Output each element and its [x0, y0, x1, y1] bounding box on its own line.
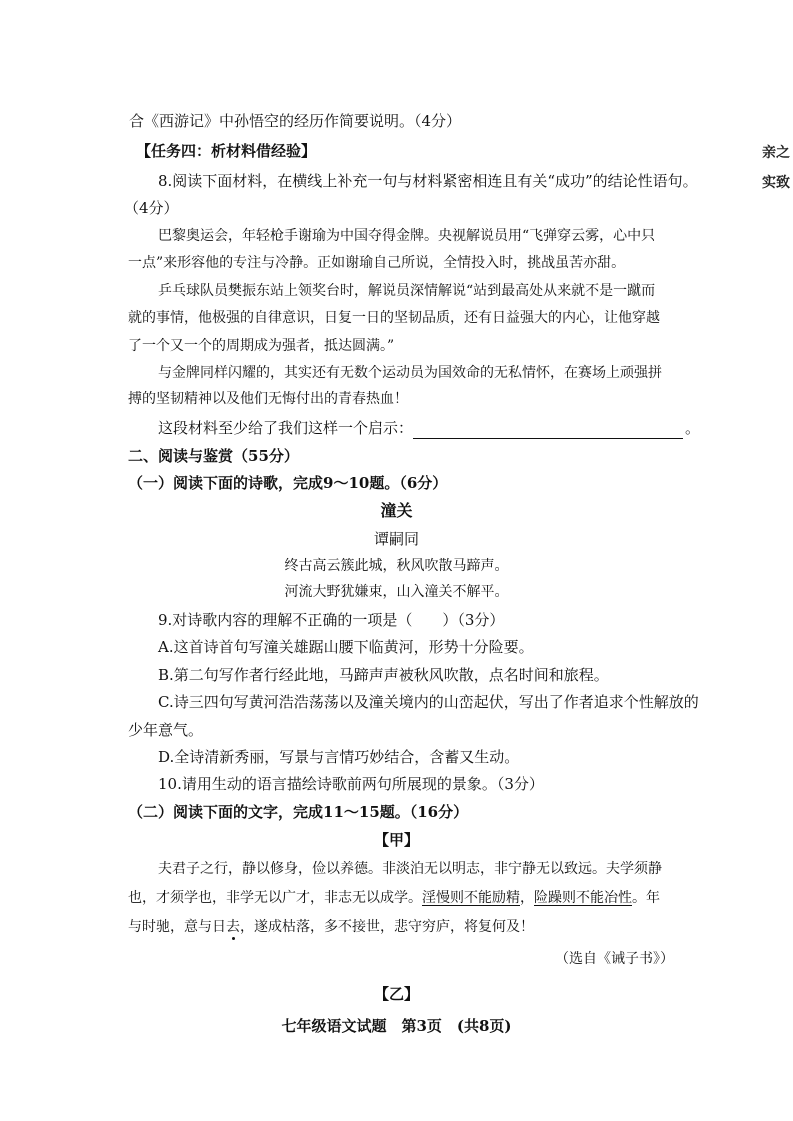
poem-title: 潼关: [380, 501, 413, 520]
yi-label: 【乙】: [373, 985, 419, 1003]
q8-stem-line1: 8.阅读下面材料，在横线上补充一句与材料紧密相连且有关“成功”的结论性语句。: [158, 172, 698, 190]
emphasis-dot-char: 去: [226, 919, 240, 935]
q8-material-line: 搏的坚韧精神以及他们无悔付出的青春热血！: [128, 391, 408, 407]
q10-stem: 10.请用生动的语言描绘诗歌前两句所展现的景象。（3分）: [158, 775, 544, 793]
poem-line: 河流大野犹嫌束，山入潼关不解平。: [284, 584, 509, 600]
q8-material-line: 巴黎奥运会，年轻枪手谢瑜为中国夺得金牌。央视解说员用“飞弹穿云雾，心中只: [158, 228, 656, 244]
q8-end-mark: 。: [685, 419, 701, 437]
q9-option-c: C.诗三四句写黄河浩浩荡荡以及潼关境内的山峦起伏，写出了作者追求个性解放的: [158, 693, 699, 711]
side-clipped-text-1: 亲之: [762, 145, 790, 161]
answer-blank[interactable]: [413, 424, 683, 439]
poem-author: 谭嗣同: [373, 530, 419, 548]
part2-heading: （二）阅读下面的文字，完成11～15题。（16分）: [128, 803, 469, 821]
q9-option-d: D.全诗清新秀丽，写景与言情巧妙结合，含蓄又生动。: [158, 748, 520, 766]
jia-label: 【甲】: [373, 831, 419, 849]
q8-answer-row: [158, 417, 700, 439]
part1-heading: （一）阅读下面的诗歌，完成9～10题。（6分）: [128, 474, 448, 492]
underlined-phrase: 险躁则不能冶性: [534, 890, 632, 906]
jia-text-line1: 夫君子之行，静以修身，俭以养德。非淡泊无以明志，非宁静无以致远。夫学须静: [158, 861, 662, 877]
q9-option-a: A.这首诗首句写潼关雄踞山腰下临黄河，形势十分险要。: [158, 638, 534, 656]
q8-material-line: 乒乓球队员樊振东站上领奖台时，解说员深情解说“站到最高处从来就不是一蹴而: [158, 283, 656, 299]
q8-material-line: 就的事情，他极强的自律意识，日复一日的坚韧品质，还有日益强大的内心，让他穿越: [128, 310, 660, 326]
q8-stem-line2: （4分）: [124, 199, 179, 217]
q9-option-b: B.第二句写作者行经此地，马蹄声声被秋风吹散，点名时间和旅程。: [158, 666, 609, 684]
jia-text-line3: 与时驰，意与日去，遂成枯落，多不接世，悲守穷庐，将复何及！: [128, 919, 534, 935]
q8-material-line: 与金牌同样闪耀的，其实还有无数个运动员为国效命的无私情怀，在赛场上顽强拼: [158, 365, 662, 381]
jia-text-line2: 也，才须学也，非学无以广才，非志无以成学。淫慢则不能励精，险躁则不能冶性。年: [128, 890, 660, 906]
q9-option-c-cont: 少年意气。: [128, 721, 204, 739]
section2-heading: 二、阅读与鉴赏（55分）: [128, 447, 299, 465]
underlined-phrase: 淫慢则不能励精: [422, 890, 520, 906]
source-note: （选自《诫子书》）: [555, 951, 674, 967]
q8-material-line: 一点”来形容他的专注与冷静。正如谢瑜自己所说，全情投入时，挑战虽苦亦甜。: [128, 255, 626, 271]
intro-line: 合《西游记》中孙悟空的经历作简要说明。（4分）: [129, 112, 462, 130]
poem-line: 终古高云簇此城，秋风吹散马蹄声。: [284, 558, 509, 574]
page-footer: 七年级语文试题 第3页 (共8页): [281, 1017, 512, 1035]
task4-heading: 【任务四：析材料借经验】: [136, 142, 317, 160]
side-clipped-text-2: 实致: [762, 175, 790, 191]
q8-prompt: 这段材料至少给了我们这样一个启示：: [158, 419, 414, 437]
q9-stem: 9.对诗歌内容的理解不正确的一项是（ ）（3分）: [158, 611, 505, 629]
q8-material-line: 了一个又一个的周期成为强者，抵达圆满。”: [128, 338, 395, 354]
